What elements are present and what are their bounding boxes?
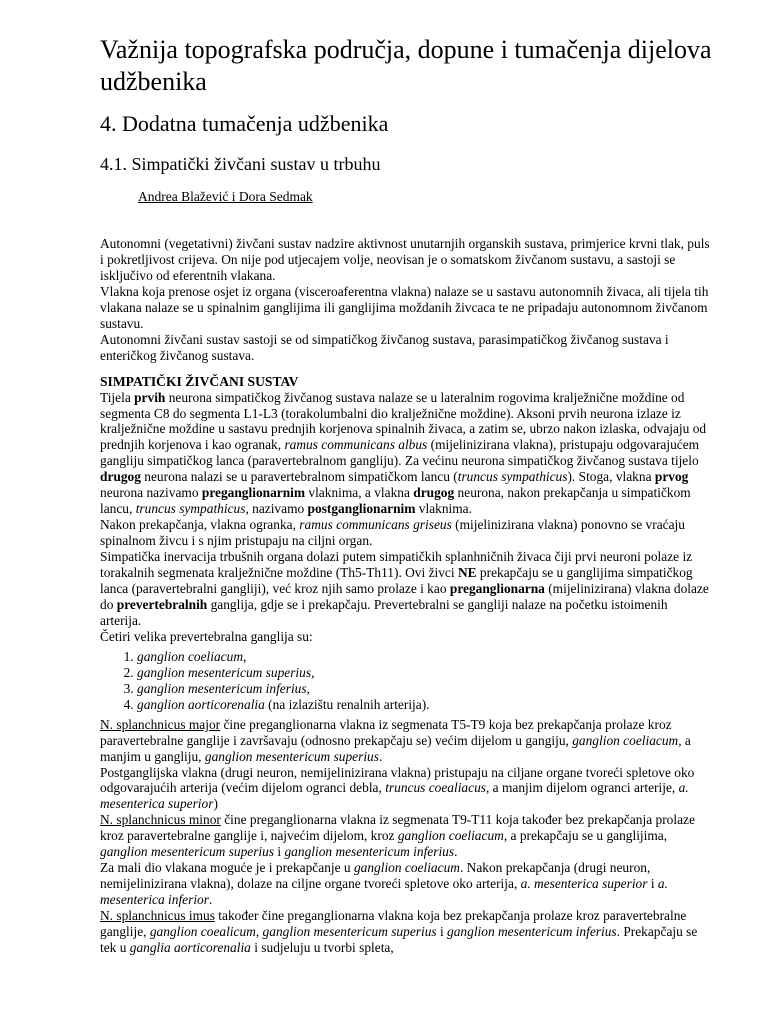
small-portion-paragraph: Za mali dio vlakana moguće je i prekapčanje u ganglion coeliacum. Nakon prekapčanja (drugi neuron, nemijelinizirana vlakna), dolaze na ciljne organe tvoreći spletove oko arterija, a. mesenterica superior i a. mesenterica inferior. <box>100 860 668 908</box>
sympathetic-paragraph-3: Simpatička inervacija trbušnih organa dolazi putem simpatičkih splanhničnih živaca čiji prvi neuroni polaze iz torakalnih segmenata kralježnične moždine (Th5-Th11). Ovi živci NE prekapčaju se u ganglijima simpatičkog lanca (paravertebralni gangliji), već kroz njih samo prolaze i kao preganglionarna (mijelinizirana) vlakna dolaze do prevertebralnih ganglija, gdje se i prekapčaju. Prevertebralni se gangliji nalaze na početku istoimenih arterija. <box>100 549 709 628</box>
document-body <box>100 236 710 956</box>
document-title: Važnija topografska područja, dopune i tumačenja dijelova udžbenika <box>100 35 712 96</box>
postganglionic-paragraph: Postganglijska vlakna (drugi neuron, nemijelinizirana vlakna) pristupaju na ciljane organe tvoreći spletove oko odgovarajućih arterija (većim dijelom ogranci debla, truncus coealiacus, a manjim dijelom ogranci arterije, a. mesenterica superior) <box>100 764 695 812</box>
chapter-heading: 4. Dodatna tumačenja udžbenika <box>100 111 389 136</box>
ganglia-intro: Četiri velika prevertebralna ganglija su: <box>100 628 313 644</box>
sympathetic-heading: SIMPATIČKI ŽIVČANI SUSTAV <box>100 373 299 389</box>
sympathetic-paragraph-1: Tijela prvih neurona simpatičkog živčanog sustava nalaze se u lateralnim rogovima kralježnične moždine od segmenta C8 do segmenta L1-L3 (torakolumbalni dio kralježnične moždine). Aksoni prvih neurona izlaze iz kralježnične moždine u sastavu prednjih korjenova spinalnih živaca, a zatim se, ubrzo nakon izlaska, odvajaju od prednjih korjenova i kao ogranak, ramus communicans albus (mijelinizirana vlakna), pristupaju odgovarajućem gangliju simpatičkog lanca (paravertebralnom gangliju). Za većinu neurona simpatičkog živčanog sustava tijelo drugog neurona nalazi se u paravertebralnom simpatičkom lancu (truncus sympathicus). Stoga, vlakna prvog neurona nazivamo preganglionarnim vlaknima, a vlakna drugog neurona, nakon prekapčanja u simpatičkom lancu, truncus sympathicus, nazivamo postganglionarnim vlaknima. <box>100 389 707 517</box>
authors-line: Andrea Blažević i Dora Sedmak <box>138 189 313 204</box>
intro-paragraph-1: Autonomni (vegetativni) živčani sustav nadzire aktivnost unutarnjih organskih sustava, primjerice krvni tlak, puls i pokretljivost crijeva. On nije pod utjecajem volje, neovisan je o somatskom živčanom sustavu, a sastoji se isključivo od eferentnih vlakana. <box>100 236 710 283</box>
splanchnicus-imus-paragraph: N. splanchnicus imus također čine preganglionarna vlakna koja bez prekapčanja prolaze kroz paravertebralne ganglije, ganglion coealicum, ganglion mesentericum superius i ganglion mesentericum inferius. Prekapčaju se tek u ganglia aorticorenalia i sudjeluju u tvorbi spleta, <box>100 908 698 955</box>
list-item: 3. ganglion mesentericum inferius, <box>137 681 710 697</box>
intro-paragraph-3: Autonomni živčani sustav sastoji se od simpatičkog živčanog sustava, parasimpatičkog živčanog sustava i enteričkog živčanog sustava. <box>100 331 669 363</box>
list-item: 1. ganglion coeliacum, <box>137 649 710 665</box>
intro-paragraph-2: Vlakna koja prenose osjet iz organa (visceroaferentna vlakna) nalaze se u sastavu autonomnih živaca, ali tijela tih vlakana nalaze se u spinalnim ganglijima ili ganglijima moždanih živcaca te ne pripadaju autonomnom živčanom sustavu. <box>100 283 709 331</box>
splanchnicus-minor-paragraph: N. splanchnicus minor čine preganglionarna vlakna iz segmenata T9-T11 koja također bez prekapčanja prolaze kroz paravertebralne ganglije i, najvećim dijelom, kroz ganglion coeliacum, a prekapčaju se u ganglijima, ganglion mesentericum superius i ganglion mesentericum inferius. <box>100 812 695 860</box>
list-item: 4. ganglion aorticorenalia (na izlazištu renalnih arterija). <box>137 697 710 713</box>
ganglia-list <box>100 649 710 713</box>
section-heading: 4.1. Simpatički živčani sustav u trbuhu <box>100 154 381 174</box>
list-item: 2. ganglion mesentericum superius, <box>137 665 710 681</box>
splanchnicus-major-paragraph: N. splanchnicus major čine preganglionarna vlakna iz segmenata T5-T9 koja bez prekapčanja prolaze kroz paravertebralne ganglije i završavaju (odnosno prekapčaju se) većim dijelom u gangiju, ganglion coeliacum, a manjim u gangliju, ganglion mesentericum superius. <box>100 716 691 764</box>
sympathetic-paragraph-2: Nakon prekapčanja, vlakna ogranka, ramus communicans griseus (mijelinizirana vlakna) ponovno se vraćaju spinalnom živcu i s njim pristupaju na ciljni organ. <box>100 517 685 549</box>
